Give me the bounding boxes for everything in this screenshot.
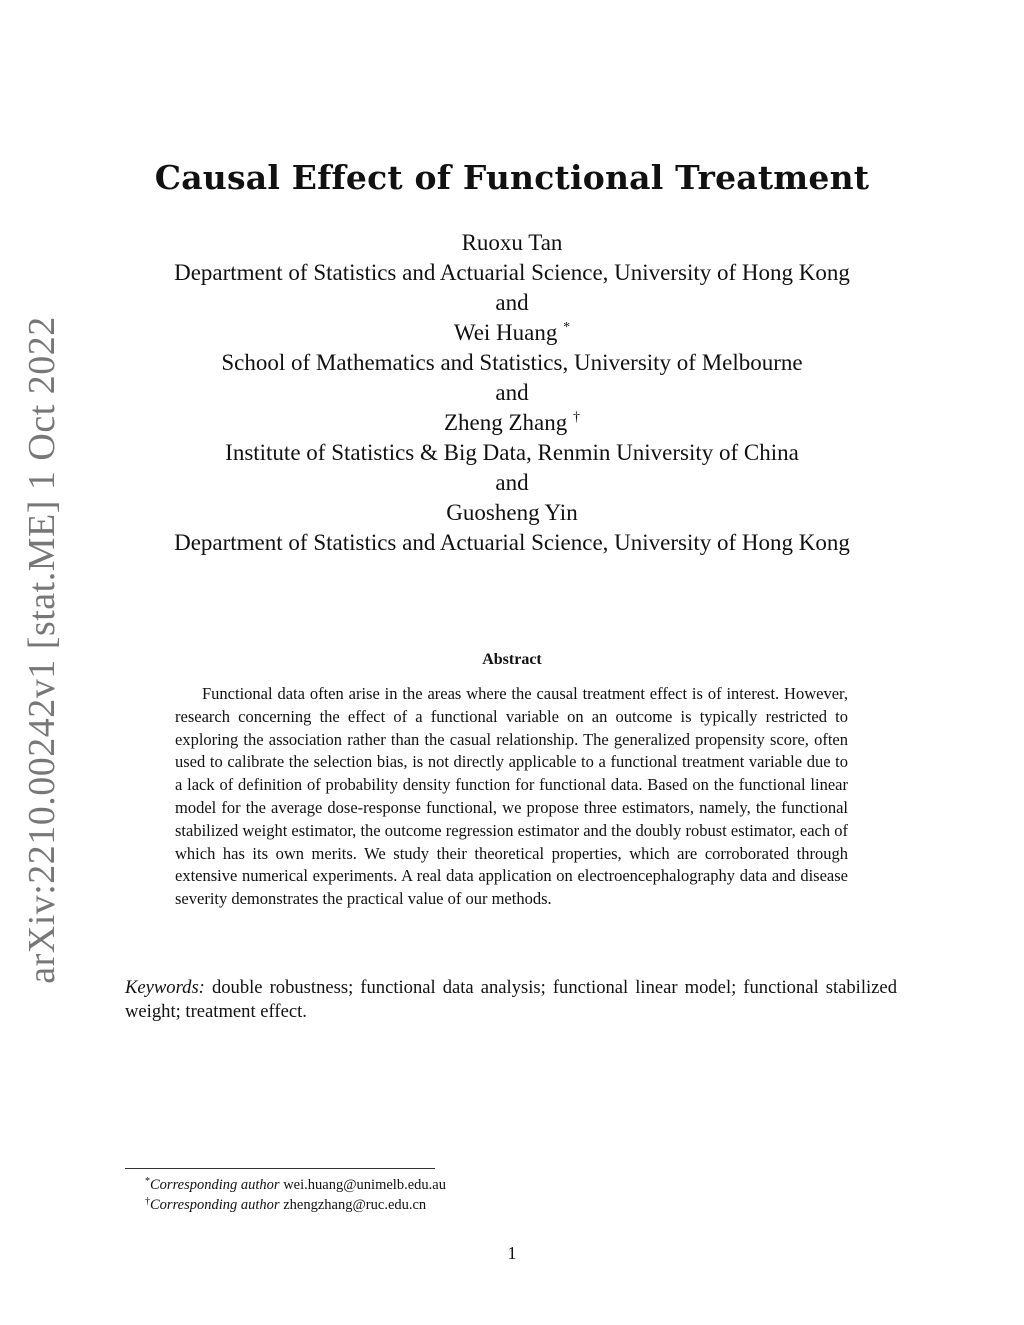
author-separator: and xyxy=(495,290,529,315)
author-separator: and xyxy=(495,470,529,495)
author-affiliation: School of Mathematics and Statistics, University of Melbourne xyxy=(221,350,803,375)
abstract-heading: Abstract xyxy=(482,651,542,668)
paper-title: Causal Effect of Functional Treatment xyxy=(154,158,870,197)
arxiv-identifier: arXiv:2210.00242v1 [stat.ME] 1 Oct 2022 xyxy=(21,316,63,984)
author-separator: and xyxy=(495,380,529,405)
footnote-mark: * xyxy=(563,320,571,335)
footnote-email[interactable]: zhengzhang@ruc.edu.cn xyxy=(283,1197,427,1213)
footnote-label: Corresponding author xyxy=(150,1197,280,1213)
keywords-label: Keywords: xyxy=(125,977,205,998)
author-affiliation: Institute of Statistics & Big Data, Renmin University of China xyxy=(225,440,799,465)
author-block xyxy=(0,228,1024,558)
abstract-text: Functional data often arise in the areas where the causal treatment effect is of interest. However, research concerning the effect of a functional variable on an outcome is typically restricted to exploring the association rather than the casual relationship. The generalized propensity score, often used to calibrate the selection bias, is not directly applicable to a functional treatment variable due to a lack of definition of probability density function for functional data. Based on the functional linear model for the average dose-response functional, we propose three estimators, namely, the functional stabilized weight estimator, the outcome regression estimator and the doubly robust estimator, each of which has its own merits. We study their theoretical properties, which are corroborated through extensive numerical experiments. A real data application on electroencephalography data and disease severity demonstrates the practical value of our methods. xyxy=(175,684,848,909)
footnote xyxy=(145,1195,446,1215)
footnotes xyxy=(145,1175,446,1215)
author-name: Guosheng Yin xyxy=(446,500,578,525)
author-name: Ruoxu Tan xyxy=(461,230,563,255)
keywords-text: double robustness; functional data analysis; functional linear model; functional stabilized weight; treatment effect. xyxy=(125,977,897,1022)
footnote xyxy=(145,1175,446,1195)
footnote-email[interactable]: wei.huang@unimelb.edu.au xyxy=(283,1177,446,1193)
author-affiliation: Department of Statistics and Actuarial Science, University of Hong Kong xyxy=(174,530,850,555)
footnote-mark: * xyxy=(145,1176,150,1187)
footnote-mark: † xyxy=(573,410,580,425)
author-name: Wei Huang * xyxy=(453,320,571,345)
page-number: 1 xyxy=(507,1243,517,1263)
footnote-label: Corresponding author xyxy=(150,1177,280,1193)
footnote-divider xyxy=(125,1168,435,1169)
keywords xyxy=(125,976,897,1024)
author-name: Zheng Zhang † xyxy=(443,410,580,435)
author-affiliation: Department of Statistics and Actuarial Science, University of Hong Kong xyxy=(174,260,850,285)
footnote-mark: † xyxy=(145,1196,150,1207)
